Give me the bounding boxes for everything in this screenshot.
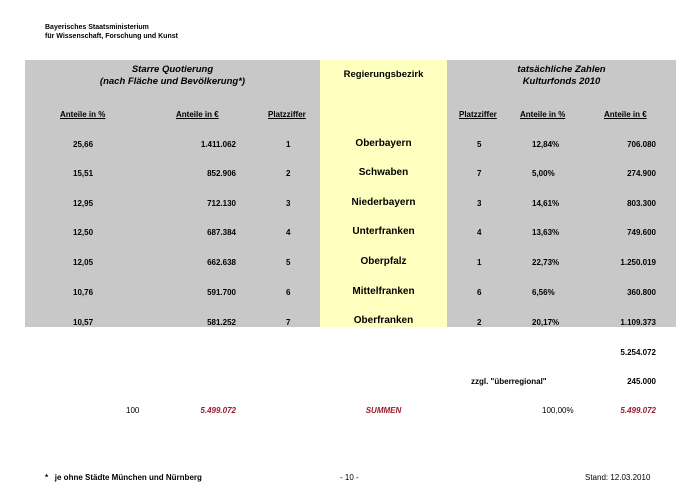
row1-actual-rank: 5 bbox=[477, 140, 482, 149]
row3-region: Niederbayern bbox=[351, 197, 416, 208]
row6-actual-rank: 6 bbox=[477, 288, 482, 297]
row3-actual-rank: 3 bbox=[477, 199, 482, 208]
row5-actual-rank: 1 bbox=[477, 258, 482, 267]
row4-pct: 12,50 bbox=[73, 228, 94, 237]
footnote: * je ohne Städte München und Nürnberg bbox=[45, 473, 202, 482]
date-stamp: Stand: 12.03.2010 bbox=[585, 473, 651, 482]
row6-pct: 10,76 bbox=[73, 288, 94, 297]
row4-actual-rank: 4 bbox=[477, 228, 482, 237]
sum-eur-left: 5.499.072 bbox=[200, 406, 236, 415]
row6-actual-eur: 360.800 bbox=[627, 288, 656, 297]
row6-rank: 6 bbox=[286, 288, 291, 297]
left-title-line2: (nach Fläche und Bevölkerung*) bbox=[99, 76, 246, 87]
row7-eur: 581.252 bbox=[207, 318, 236, 327]
row2-actual-eur: 274.900 bbox=[627, 169, 656, 178]
row2-region: Schwaben bbox=[358, 167, 409, 178]
row3-actual-eur: 803.300 bbox=[627, 199, 656, 208]
col-header-right-rank: Platzziffer bbox=[459, 110, 497, 119]
row4-rank: 4 bbox=[286, 228, 291, 237]
subtotal-value: 5.254.072 bbox=[620, 348, 656, 357]
row7-actual-eur: 1.109.373 bbox=[620, 318, 656, 327]
right-title-line2: Kulturfonds 2010 bbox=[522, 76, 601, 87]
row6-eur: 591.700 bbox=[207, 288, 236, 297]
row2-pct: 15,51 bbox=[73, 169, 94, 178]
row1-actual-pct: 12,84% bbox=[532, 140, 560, 149]
row4-actual-pct: 13,63% bbox=[532, 228, 560, 237]
row4-region: Unterfranken bbox=[352, 226, 415, 237]
row5-actual-pct: 22,73% bbox=[532, 258, 560, 267]
row7-region: Oberfranken bbox=[353, 315, 414, 326]
ministry-name-line2: für Wissenschaft, Forschung und Kunst bbox=[45, 33, 178, 40]
col-header-left-pct: Anteile in % bbox=[60, 110, 106, 119]
row5-region: Oberpfalz bbox=[360, 256, 407, 267]
supraregional-label: zzgl. "überregional" bbox=[471, 377, 547, 386]
ministry-name-line1: Bayerisches Staatsministerium bbox=[45, 24, 149, 31]
row5-actual-eur: 1.250.019 bbox=[620, 258, 656, 267]
sum-eur-right: 5.499.072 bbox=[620, 406, 656, 415]
left-title-line1: Starre Quotierung bbox=[131, 64, 214, 75]
row7-rank: 7 bbox=[286, 318, 291, 327]
row2-actual-pct: 5,00% bbox=[532, 169, 555, 178]
row2-rank: 2 bbox=[286, 169, 291, 178]
row1-rank: 1 bbox=[286, 140, 291, 149]
row6-region: Mittelfranken bbox=[352, 286, 415, 297]
row2-eur: 852.906 bbox=[207, 169, 236, 178]
col-header-left-rank: Platzziffer bbox=[268, 110, 306, 119]
row6-actual-pct: 6,56% bbox=[532, 288, 555, 297]
page-number: - 10 - bbox=[340, 473, 359, 482]
row3-actual-pct: 14,61% bbox=[532, 199, 560, 208]
row7-actual-pct: 20,17% bbox=[532, 318, 560, 327]
row2-actual-rank: 7 bbox=[477, 169, 482, 178]
sum-label: SUMMEN bbox=[365, 406, 402, 415]
right-title-line1: tatsächliche Zahlen bbox=[517, 64, 606, 75]
row3-pct: 12,95 bbox=[73, 199, 94, 208]
row1-pct: 25,66 bbox=[73, 140, 94, 149]
row1-region: Oberbayern bbox=[355, 138, 412, 149]
left-table-background bbox=[25, 60, 320, 327]
row5-rank: 5 bbox=[286, 258, 291, 267]
row5-eur: 662.638 bbox=[207, 258, 236, 267]
col-header-right-eur: Anteile in € bbox=[604, 110, 647, 119]
supraregional-value: 245.000 bbox=[627, 377, 656, 386]
right-table-background bbox=[447, 60, 676, 327]
row4-eur: 687.384 bbox=[207, 228, 236, 237]
sum-pct-left: 100 bbox=[126, 406, 140, 415]
row4-actual-eur: 749.600 bbox=[627, 228, 656, 237]
row5-pct: 12,05 bbox=[73, 258, 94, 267]
col-header-left-eur: Anteile in € bbox=[176, 110, 219, 119]
row1-eur: 1.411.062 bbox=[200, 140, 236, 149]
row1-actual-eur: 706.080 bbox=[627, 140, 656, 149]
region-column-title: Regierungsbezirk bbox=[343, 69, 424, 80]
row7-pct: 10,57 bbox=[73, 318, 94, 327]
sum-pct-right: 100,00% bbox=[542, 406, 574, 415]
col-header-right-pct: Anteile in % bbox=[520, 110, 566, 119]
row3-eur: 712.130 bbox=[207, 199, 236, 208]
row3-rank: 3 bbox=[286, 199, 291, 208]
row7-actual-rank: 2 bbox=[477, 318, 482, 327]
